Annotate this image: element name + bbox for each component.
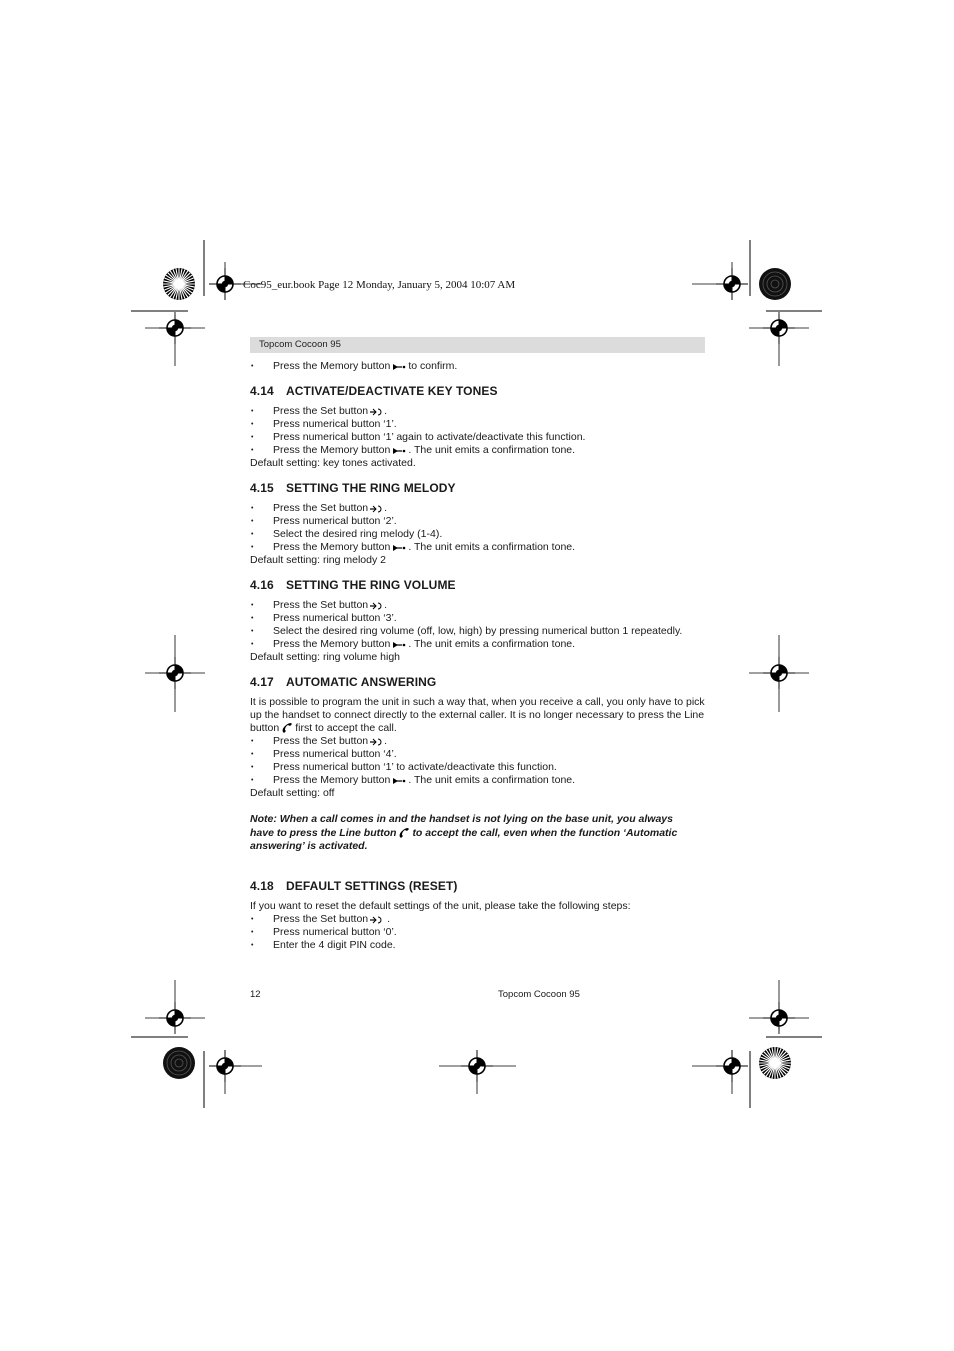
page-header xyxy=(250,337,705,353)
line-button-icon xyxy=(398,827,410,838)
line-button-icon xyxy=(281,722,293,733)
list-item: • Press the Memory button . The unit emits a confirmation tone. xyxy=(250,638,720,651)
list-item: • Select the desired ring volume (off, low, high) by pressing numerical button 1 repeatedly. xyxy=(250,625,720,638)
list-item: • Press the Set button . xyxy=(250,502,720,515)
list-item: • Select the desired ring melody (1-4). xyxy=(250,528,720,541)
list-item: • Press numerical button ‘1’ again to activate/deactivate this function. xyxy=(250,431,720,444)
set-button-icon xyxy=(370,505,382,513)
default-setting: Default setting: ring volume high xyxy=(250,651,400,663)
list-item: • Press the Memory button to confirm. xyxy=(250,360,720,373)
header-title: Topcom Cocoon 95 xyxy=(259,339,341,350)
list-item: • Press the Memory button . The unit emits a confirmation tone. xyxy=(250,774,720,787)
default-setting: Default setting: ring melody 2 xyxy=(250,554,386,566)
list-item: • Press numerical button ‘1’. xyxy=(250,418,720,431)
print-info: Coc95_eur.book Page 12 Monday, January 5, 2004 10:07 AM xyxy=(243,279,516,291)
default-setting: Default setting: key tones activated. xyxy=(250,457,416,469)
memory-button-icon xyxy=(392,777,406,785)
list-item: • Press the Set button . xyxy=(250,405,720,418)
page-content xyxy=(250,360,720,952)
section-heading-4-15: 4.15 SETTING THE RING MELODY xyxy=(250,481,456,495)
section-intro: It is possible to program the unit in such a way that, when you receive a call, you only have to pick up the handset to connect directly to the external caller. It is no longer necessary to press the Line button first to accept the call. xyxy=(250,696,705,734)
section-heading-4-14: 4.14 ACTIVATE/DEACTIVATE KEY TONES xyxy=(250,384,498,398)
section-heading-4-17: 4.17 AUTOMATIC ANSWERING xyxy=(250,675,437,689)
memory-button-icon xyxy=(392,363,406,371)
list-item: • Enter the 4 digit PIN code. xyxy=(250,939,720,952)
memory-button-icon xyxy=(392,447,406,455)
section-heading-4-16: 4.16 SETTING THE RING VOLUME xyxy=(250,578,456,592)
list-item: • Press the Memory button . The unit emits a confirmation tone. xyxy=(250,444,720,457)
list-item: • Press the Set button . xyxy=(250,913,720,926)
set-button-icon xyxy=(370,408,382,416)
default-setting: Default setting: off xyxy=(250,787,335,799)
note: Note: When a call comes in and the handset is not lying on the base unit, you always have to press the Line button to accept the call, even when the function ‘Automatic answering’ is activated. xyxy=(250,813,678,852)
memory-button-icon xyxy=(392,641,406,649)
page-number: 12 xyxy=(250,989,261,1000)
memory-button-icon xyxy=(392,544,406,552)
set-button-icon xyxy=(370,916,382,924)
set-button-icon xyxy=(370,602,382,610)
section-intro: If you want to reset the default settings of the unit, please take the following steps: xyxy=(250,899,631,912)
list-item: • Press the Set button . xyxy=(250,599,720,612)
list-item: • Press the Set button . xyxy=(250,735,720,748)
list-item: • Press numerical button ‘2’. xyxy=(250,515,720,528)
footer-title: Topcom Cocoon 95 xyxy=(498,989,580,1000)
list-item: • Press numerical button ‘4’. xyxy=(250,748,720,761)
list-item: • Press numerical button ‘0’. xyxy=(250,926,720,939)
list-item: • Press numerical button ‘3’. xyxy=(250,612,720,625)
list-item: • Press numerical button ‘1’ to activate/deactivate this function. xyxy=(250,761,720,774)
list-item: • Press the Memory button . The unit emits a confirmation tone. xyxy=(250,541,720,554)
section-heading-4-18: 4.18 DEFAULT SETTINGS (RESET) xyxy=(250,878,458,893)
set-button-icon xyxy=(370,738,382,746)
